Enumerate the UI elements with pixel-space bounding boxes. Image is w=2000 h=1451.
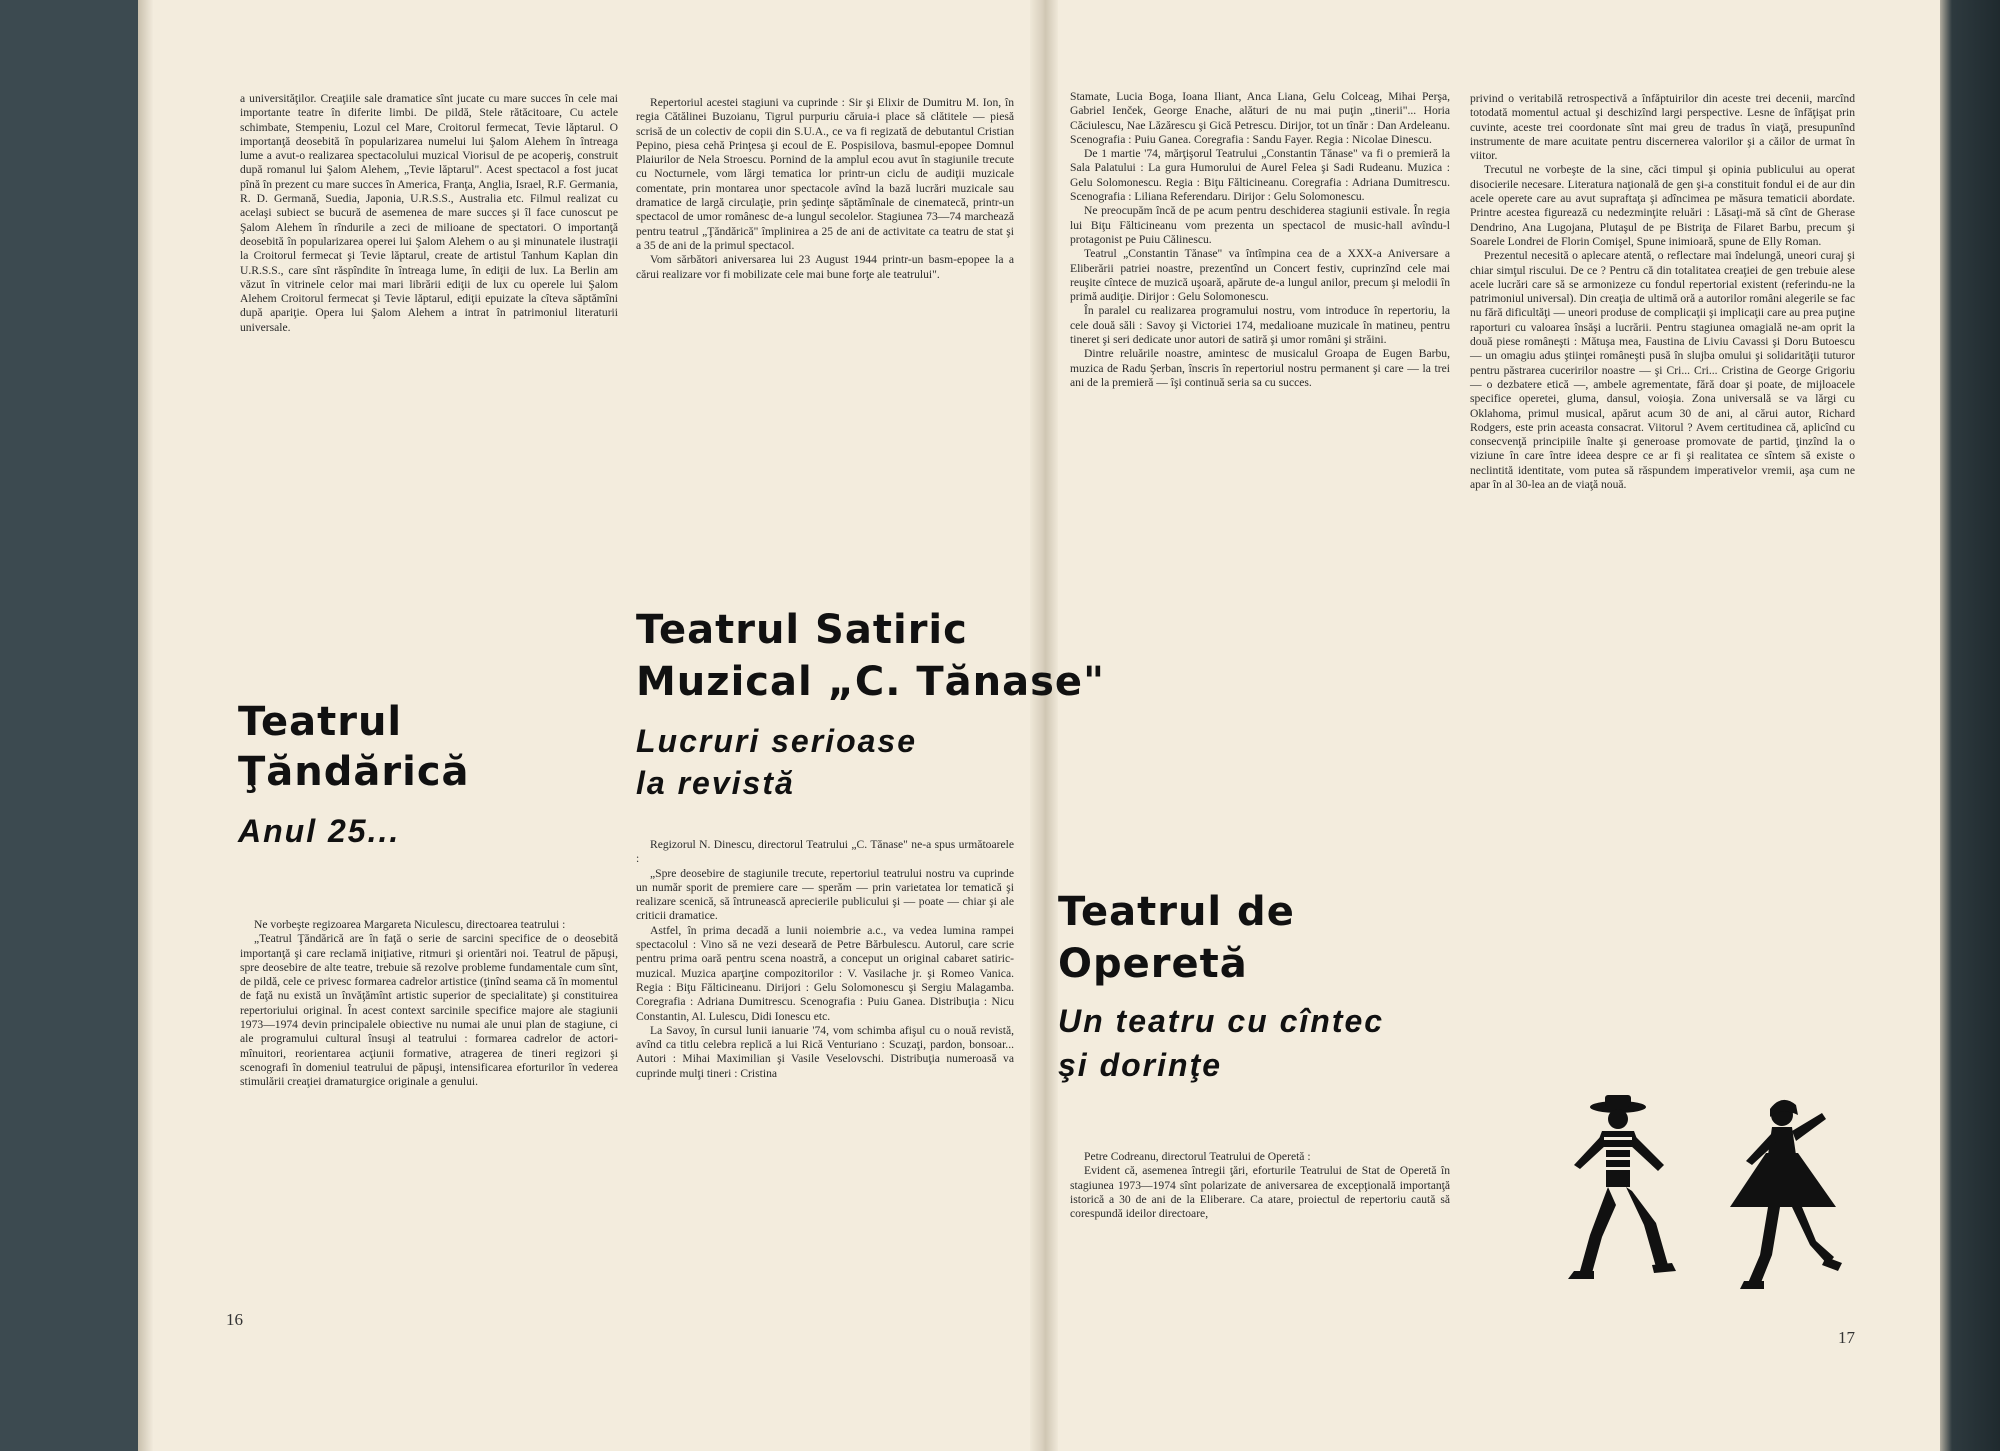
book-gutter (1030, 0, 1058, 1451)
paragraph: Stamate, Lucia Boga, Ioana Iliant, Anca Liana, Gelu Colceag, Mihai Perşa, Gabriel Ienček, George Enache, alături de nu mai puţin „tinerii"... Horia Căciulescu, Nae Lăzărescu şi Gică Petrescu. Dirijor, tot un tînăr : Dan Ardeleanu. Scenografia : Puiu Ganea. Coregrafia : Sandu Fayer. Regia : Nicolae Dinescu. (1070, 90, 1450, 146)
heading-teatrul: Teatrul (238, 699, 403, 745)
page-edge-shadow (138, 0, 154, 1451)
heading-tandarica: Ţăndărică (238, 749, 470, 795)
paragraph: Petre Codreanu, directorul Teatrului de Operetă : (1084, 1150, 1311, 1163)
column-1-top (240, 92, 618, 335)
paragraph: Regizorul N. Dinescu, directorul Teatrului „C. Tănase" ne-a spus următoarele : (636, 838, 1014, 866)
paragraph: Ne vorbeşte regizoarea Margareta Niculescu, directoarea teatrului : (254, 918, 566, 931)
paragraph: Evident că, asemenea întregii ţări, eforturile Teatrului de Stat de Operetă în stagiunea 1973—1974 sînt polarizate de aniversarea de excepţională importanţă istorică a 30 de ani de la Eliberare. Ca atare, proiectul de repertoriu caută să corespundă ideilor directoare, (1070, 1164, 1450, 1221)
column-2-bottom (636, 838, 1014, 1081)
paragraph: Repertoriul acestei stagiuni va cuprinde : Sir şi Elixir de Dumitru M. Ion, în regia Cătălinei Buzoianu, Tigrul purpuriu căruia-i place să clătitele — piesă scrisă de un colectiv de copii din S.U.A., ce va fi regizată de debutantul Cristian Pepino, piesa cehă Prinţesa şi ecoul de E. Pospisilova, basmul-epopee Domnul Plaiurilor de Nela Stroescu. Pornind de la amplul ecou avut în stagiunile trecute cu Nocturnele, vom lărgi tematica lor printr-un ciclu de audiţii muzicale comentate, prin montarea unor spectacole avînd la bază lucrări muzicale sau dramatice de largă circulaţie, prin şedinţe săptămînale de cinematecă, printr-un spectacol de umor românesc de-a lungul secolelor. Stagiunea 73—74 marchează pentru teatrul „Ţăndărică" împlinirea a 25 de ani de activitate ca teatru de stat şi a 35 de ani de la primul spectacol. (636, 96, 1014, 252)
heading-teatrul-de: Teatrul de (1058, 889, 1295, 935)
paragraph: „Teatrul Ţăndărică are în faţă o serie de sarcini specifice de o deosebită importanţă şi care reclamă iniţiative, ritmuri şi orientări noi. Teatrul de păpuşi, spre deosebire de alte teatre, trebuie să rezolve probleme fundamentale cum sînt, de pildă, cele ce privesc formarea cadrelor artistice (ţinînd seama că în momentul de faţă nu există un învăţămînt artistic superior de specialitate) şi constituirea repertoriului original. În acest context sarcinile specifice majore ale stagiunii 1973—1974 devin principalele obiective nu numai ale unui plan de stagiune, ci ale programului cultural însuşi al teatrului : formarea cadrelor de actori-mînuitori, reorientarea acţiunii formative, atragerea de tineri regizori şi scenografi în domeniul teatrului de păpuşi, intensificarea eforturilor în vederea stimulării creaţiei dramaturgice originale a genului. (240, 932, 618, 1089)
subheading-anul: Anul 25... (238, 813, 401, 849)
subheading-dorinte: şi dorinţe (1058, 1047, 1223, 1083)
subheading-la-revista: la revistă (636, 765, 795, 801)
paragraph: Dintre reluările noastre, amintesc de musicalul Groapa de Eugen Barbu, muzica de Radu Şerban, înscris în repertoriul nostru permanent şi care — la trei ani de la premieră — îşi continuă seria sa cu succes. (1070, 347, 1450, 389)
paragraph: „Spre deosebire de stagiunile trecute, repertoriul teatrului nostru va cuprinde un număr sporit de premiere care — sperăm — prin varietatea lor tematică şi realizare scenică, să întrunească aprecierile publicului şi — poate — chiar şi ale criticii dramatice. (636, 866, 1014, 923)
paragraph: De 1 martie '74, mărţişorul Teatrului „Constantin Tănase" va fi o premieră la Sala Palatului : La gura Humorului de Aurel Felea şi Sadi Rudeanu. Muzica : Gelu Solomonescu. Regia : Biţu Fălticineanu. Coregrafia : Adriana Dumitrescu. Scenografia : Liliana Referendaru. Dirijor : Gelu Solomonescu. (1070, 147, 1450, 204)
paragraph: a universităţilor. Creaţiile sale dramatice sînt jucate cu mare succes în cele mai importante teatre în diferite limbi. De pildă, Stele rătăcitoare, Cu actele schimbate, Stempeniu, Lozul cel Mare, Croitorul fermecat, Tevie lăptarul. O importanţă deosebită în popularizarea numelui lui Şalom Alehem în întreaga lume a avut-o realizarea spectacolului muzical Viorisul de pe acoperiş, construit după romanul lui Şalom Alehem, „Tevie lăptarul". Acest spectacol a fost jucat pînă în prezent cu mare succes în America, Franţa, Anglia, Israel, R.F. Germania, R. D. Germană, Suedia, Japonia, U.R.S.S., Australia etc. Filmul realizat cu acelaşi subiect se bucură de asemenea de mare succes şi îl face cunoscut pe Şalom Alehem în rîndurile a zeci de milioane de spectatori. O importanţă deosebită în popularizarea operei lui Şalom Alehem o au şi minunatele ilustraţii la Croitorul fermecat şi Tevie lăptarul, create de artistul Tanhum Kaplan din U.R.S.S., care sînt răspîndite în întreaga lume, în ediţii de lux. La Berlin am văzut în vitrinele celor mai mari librării ediţii de lux cu operele lui Şalom Alehem Croitorul fermecat şi Tevie lăptarul, ediţii epuizate la cîteva săptămîni după apariţie. Opera lui Şalom Alehem a intrat în patrimoniul literaturii universale. (240, 92, 618, 334)
paragraph: Astfel, în prima decadă a lunii noiembrie a.c., va vedea lumina rampei spectacolul : Vino să ne vezi deseară de Petre Bărbulescu. Autorul, care scrie pentru prima oară pentru scena noastră, a conceput un original cabaret satiric-muzical. Muzica aparţine compozitorilor : V. Vasilache jr. şi Romeo Vanica. Regia : Biţu Fălticineanu. Dirijori : Gelu Solomonescu şi Sergiu Malagamba. Coregrafia : Adriana Dumitrescu. Scenografia : Puiu Ganea. Distribuţia : Nicu Constantin, Al. Lulescu, Didi Ionescu etc. (636, 923, 1014, 1023)
column-2-top (636, 96, 1014, 282)
column-3-bottom (1070, 1150, 1450, 1221)
column-3-top (1070, 90, 1450, 390)
heading-opereta: Operetă (1058, 941, 1248, 987)
paragraph: privind o veritabilă retrospectivă a înfăptuirilor din aceste trei decenii, marcînd totodată momentul actual şi deschizînd largi perspective. Lesne de înfăţişat prin cuvinte, aceste trei coordonate sînt mai greu de tradus în viaţă, presupunînd instrumente de mare acuitate pentru discernerea valorilor şi a căilor de urmat în viitor. (1470, 92, 1855, 163)
column-4 (1470, 92, 1855, 492)
paragraph: Ne preocupăm încă de pe acum pentru deschiderea stagiunii estivale. În regia lui Biţu Fălticineanu vom prezenta un spectacol de music-hall avîndu-l protagonist pe Puiu Călinescu. (1070, 204, 1450, 246)
page-number-right: 17 (1838, 1328, 1855, 1347)
heading-teatrul-satiric: Teatrul Satiric (636, 607, 968, 653)
heading-muzical-tanase: Muzical „C. Tănase" (636, 659, 1105, 705)
woman-figure (1730, 1100, 1842, 1289)
paragraph: Trecutul ne vorbeşte de la sine, căci timpul şi opinia publicului au operat disocierile necesare. Literatura naţională de gen şi-a constituit fondul ei de aur din acele operete care au avut supraftaţa şi adîncimea pe măsura tematicii abordate. Printre acestea figurează cu nedezminţite reluări : Lăsaţi-mă să cînt de Gherase Dendrino, Ana Lugojana, Plutaşul de pe Bistriţa de Filaret Barbu, precum şi Soarele Londrei de Florin Comişel, Spune inimioară, spune de Elly Roman. (1470, 163, 1855, 248)
book-cover-edge (1940, 0, 2000, 1451)
paragraph: La Savoy, în cursul lunii ianuarie '74, vom schimba afişul cu o nouă revistă, avînd ca titlu celebra replică a lui Rică Venturiano : Scuzaţi, pardon, bonsoar... Autori : Mihai Maximilian şi Vasile Veselovschi. Distribuţia numeroasă va cuprinde mulţi tineri : Cristina (636, 1023, 1014, 1080)
column-1-bottom (240, 918, 618, 1090)
paragraph: Vom sărbători aniversarea lui 23 August 1944 printr-un basm-epopee la a cărui realizare vor fi mobilizate cele mai bune forţe ale teatrului". (636, 253, 1014, 281)
paragraph: În paralel cu realizarea programului nostru, vom introduce în repertoriu, la cele două săli : Savoy şi Victoriei 174, medalioane muzicale în matineu, pentru tineret şi seri dedicate unor autori de satiră şi umor români şi străini. (1070, 304, 1450, 347)
subheading-teatru-cintec: Un teatru cu cîntec (1058, 1003, 1385, 1039)
man-figure (1568, 1095, 1676, 1279)
paragraph: Prezentul necesită o aplecare atentă, o reflectare mai îndelungă, uneori curaj şi chiar simţul riscului. De ce ? Pentru că din totalitatea creaţiei de gen trebuie alese acele lucrări care să se armonizeze cu fondul repertorial existent (referindu-ne la patrimoniul universal). Din creaţia de ultimă oră a autorilor români alegerile se fac nu fără dificultăţi — uneori produse de complicaţii şi implicaţii care au prea puţine raporturi cu valoarea însăşi a lucrării. Pentru stagiunea omagială ne-am oprit la două piese româneşti : Mătuşa mea, Faustina de Liviu Cavassi şi Doru Butoescu — un omagiu adus ştiinţei româneşti pusă în slujba omului şi solidarităţii tuturor pentru păstrarea cuceririlor noastre — şi Cri... Cri... Cristina de George Grigoriu — o dezbatere etică —, ambele agrementate, fără doar şi poate, de mijloacele specifice operetei, gluma, dansul, voioşia. Zona universală se va lărgi cu Oklahoma, primul musical, apărut acum 30 de ani, al cărui autor, Richard Rodgers, este prin aceasta consacrat. Viitorul ? Avem certitudinea că, aplicînd cu consecvenţă principiile înalte şi generoase promovate de partid, ţinzînd la o viziune în care între ideea despre ce ar fi şi realitatea ce sîntem să existe o neclintită identitate, vom putea să răspundem imperativelor vremii, aşa cum ne apar în al 30-lea an de viaţă nouă. (1470, 249, 1855, 492)
subheading-lucruri-serioase: Lucruri serioase (636, 723, 917, 759)
page-number-left: 16 (226, 1310, 243, 1329)
paragraph: Teatrul „Constantin Tănase" va întîmpina cea de a XXX-a Aniversare a Eliberării patriei noastre, prezentînd un Concert festiv, cuprinzînd cele mai reuşite cîntece de muzică uşoară, apărute de-a lungul anilor, precum şi melodii în primă audiţie. Dirijor : Gelu Solomonescu. (1070, 247, 1450, 304)
dancing-couple-illustration (1560, 1095, 1880, 1295)
